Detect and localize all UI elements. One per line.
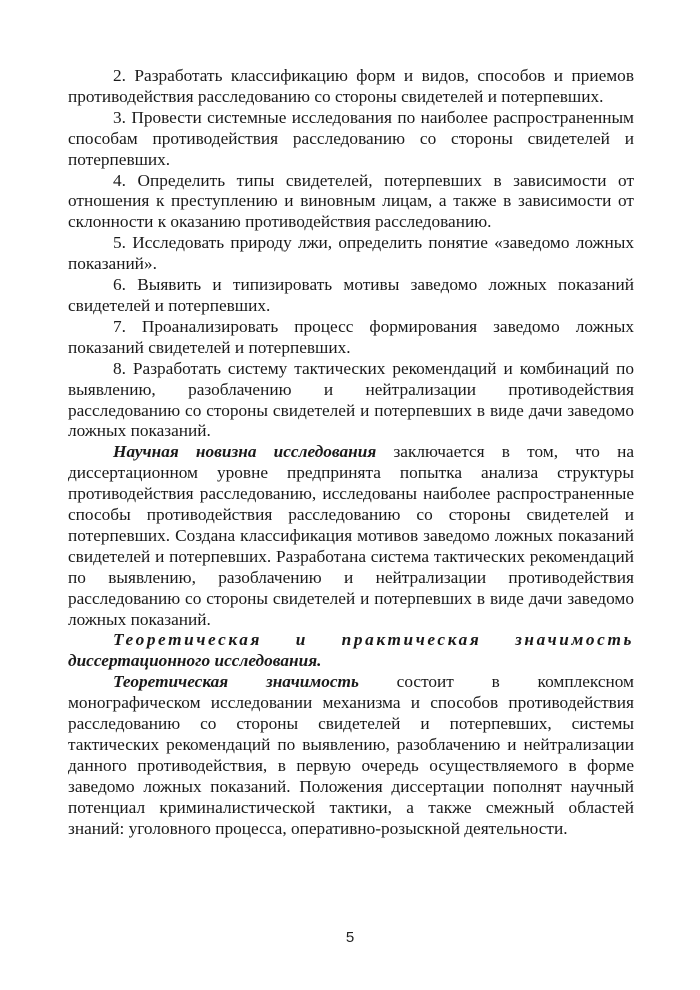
- theoretical-heading: Теоретическая значимость: [113, 672, 359, 692]
- task-item-8: 8. Разработать систему тактических рекомендаций и комбинаций по выявлению, разоблачению и нейтрализации противодействия расследованию со стороны свидетелей и потерпевших в виде дачи заведомо ложных показаний.: [68, 358, 634, 441]
- theoretical-paragraph: [68, 672, 634, 839]
- task-item-7: 7. Проанализировать процесс формирования заведомо ложных показаний свидетелей и потерпевших.: [68, 316, 634, 357]
- page-number: 5: [345, 929, 355, 946]
- novelty-paragraph: [68, 442, 634, 630]
- task-item-3: 3. Провести системные исследования по наиболее распространенным способам противодействия расследованию со стороны свидетелей и потерпевших.: [68, 107, 634, 169]
- significance-heading-spaced: Теоретическая и практическая значимость: [113, 630, 634, 650]
- significance-heading: [68, 630, 634, 672]
- task-item-2: 2. Разработать классификацию форм и видов, способов и приемов противодействия расследованию со стороны свидетелей и потерпевших.: [68, 66, 634, 106]
- significance-heading-rest: диссертационного исследования.: [68, 651, 322, 671]
- novelty-heading: Научная новизна исследования: [113, 442, 377, 462]
- task-item-4: 4. Определить типы свидетелей, потерпевших в зависимости от отношения к преступлению и виновным лицам, а также в зависимости от склонности к оказанию противодействия расследованию.: [68, 170, 634, 232]
- novelty-text: заключается в том, что на диссертационном уровне предпринята попытка анализа структуры противодействия расследованию, исследованы наиболее распространенные способы противодействия расследованию со стороны свидетелей и потерпевших. Создана классификация мотивов заведомо ложных показаний свидетелей и потерпевших. Разработана система тактических рекомендаций по выявлению, разоблачению и нейтрализации противодействия расследованию со стороны свидетелей и потерпевших в виде дачи заведомо ложных показаний.: [68, 442, 634, 629]
- theoretical-text: состоит в комплексном монографическом исследовании механизма и способов противодействия расследованию со стороны свидетелей и потерпевших, системы тактических рекомендаций по выявлению, разоблачению и нейтрализации данного противодействия, в первую очередь осуществляемого в форме заведомо ложных показаний. Положения диссертации пополнят научный потенциал криминалистической тактики, а также смежный областей знаний: уголовного процесса, оперативно-розыскной деятельности.: [68, 672, 634, 838]
- task-item-5: 5. Исследовать природу лжи, определить понятие «заведомо ложных показаний».: [68, 233, 634, 274]
- document-body: [68, 66, 634, 840]
- task-item-6: 6. Выявить и типизировать мотивы заведомо ложных показаний свидетелей и потерпевших.: [68, 275, 634, 315]
